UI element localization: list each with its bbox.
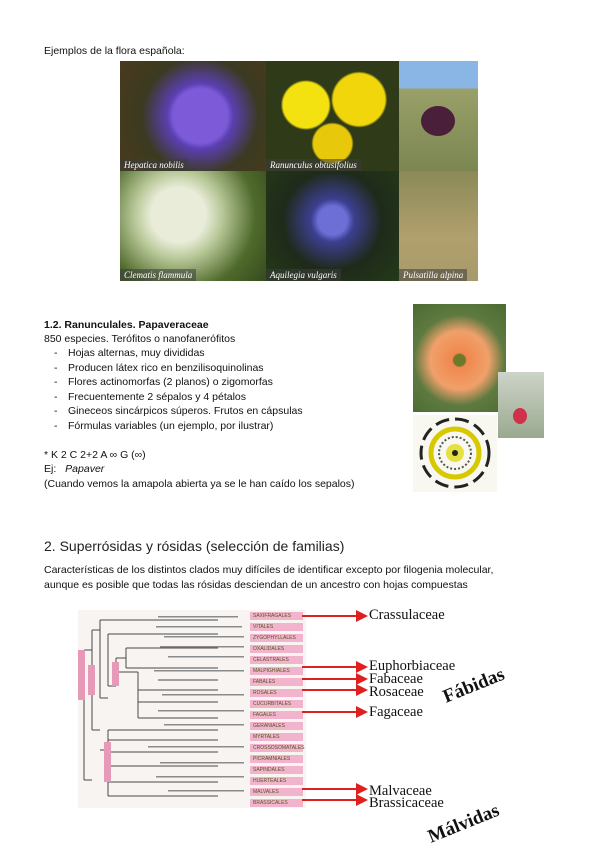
photo-caption: Clematis flammula	[120, 269, 196, 281]
section-subtitle: 850 especies. Terófitos o nanofanerófitos	[44, 333, 236, 345]
order-label: ZYGOPHYLLALES	[250, 634, 303, 642]
group-label-fabidas: Fábidas	[440, 663, 508, 708]
ranunculus-photo	[266, 61, 399, 171]
photo-caption: Ranunculus obtusifolius	[266, 159, 361, 171]
clematis-photo	[120, 171, 266, 281]
example-genus: Papaver	[65, 463, 105, 475]
list-item: - Fórmulas variables (un ejemplo, por ilustrar)	[44, 419, 404, 434]
poppy-bud-photo	[498, 372, 544, 438]
flora-photo-grid	[120, 61, 478, 281]
list-item: - Producen látex rico en benzilisoquinolinas	[44, 361, 404, 376]
sepal-note: (Cuando vemos la amapola abierta ya se le han caído los sepalos)	[44, 478, 355, 490]
pulsatilla-photo	[399, 171, 478, 281]
example-line	[44, 462, 104, 477]
feature-list	[44, 346, 404, 434]
photo-caption: Hepatica nobilis	[120, 159, 188, 171]
group-label-malvidas: Málvidas	[425, 799, 503, 848]
phylogenetic-tree	[78, 610, 306, 808]
section-paragraph: Características de los distintos clados muy difíciles de identificar excepto por filogenia molecular,	[44, 564, 494, 576]
order-label: CUCURBITALES	[250, 700, 303, 708]
example-prefix: Ej:	[44, 463, 60, 475]
order-label: MALVALES	[250, 788, 303, 796]
floral-diagram	[413, 415, 497, 492]
list-item: - Flores actinomorfas (2 planos) o zigomorfas	[44, 375, 404, 390]
family-label-rosaceae: Rosaceae	[369, 684, 424, 700]
aquilegia-photo	[266, 171, 399, 281]
family-label-fagaceae: Fagaceae	[369, 704, 423, 720]
order-label: FAGALES	[250, 711, 303, 719]
list-item: - Hojas alternas, muy divididas	[44, 346, 404, 361]
order-label: PICRAMNIALES	[250, 755, 303, 763]
family-label-euphorbiaceae: Euphorbiaceae	[369, 658, 456, 674]
family-label-crassulaceae: Crassulaceae	[369, 607, 445, 623]
order-label: CROSSOSOMATALES	[250, 744, 303, 752]
section-paragraph: aunque es posible que todas las rósidas desciendan de un ancestro con hojas compuestas	[44, 579, 468, 591]
poppy-photo	[413, 304, 506, 412]
hepatica-photo	[120, 61, 266, 171]
family-arrows	[300, 605, 375, 810]
order-label: MALPIGHIALES	[250, 667, 303, 675]
family-label-brassicaceae: Brassicaceae	[369, 795, 444, 811]
order-label: SAXIFRAGALES	[250, 612, 303, 620]
order-label: OXALIDALES	[250, 645, 303, 653]
order-label: ROSALES	[250, 689, 303, 697]
order-label: FABALES	[250, 678, 303, 686]
floral-formula: * K 2 C 2+2 A ∞ G (∞)	[44, 449, 146, 461]
family-label-malvaceae: Malvaceae	[369, 783, 432, 799]
order-label: SAPINDALES	[250, 766, 303, 774]
order-label: GERANIALES	[250, 722, 303, 730]
order-label: MYRTALES	[250, 733, 303, 741]
order-label: VITALES	[250, 623, 303, 631]
pulsatilla-photo-top	[399, 61, 478, 171]
order-label: HUERTEALES	[250, 777, 303, 785]
section-title: 2. Superrósidas y rósidas (selección de familias)	[44, 538, 345, 554]
family-label-fabaceae: Fabaceae	[369, 671, 423, 687]
photo-caption: Pulsatilla alpina	[399, 269, 467, 281]
intro-text: Ejemplos de la flora española:	[44, 45, 185, 57]
list-item: - Frecuentemente 2 sépalos y 4 pétalos	[44, 390, 404, 405]
order-label: CELASTRALES	[250, 656, 303, 664]
list-item: - Gineceos sincárpicos súperos. Frutos en cápsulas	[44, 404, 404, 419]
photo-caption: Aquilegia vulgaris	[266, 269, 341, 281]
section-title: 1.2. Ranunculales. Papaveraceae	[44, 319, 209, 331]
order-label: BRASSICALES	[250, 799, 303, 807]
